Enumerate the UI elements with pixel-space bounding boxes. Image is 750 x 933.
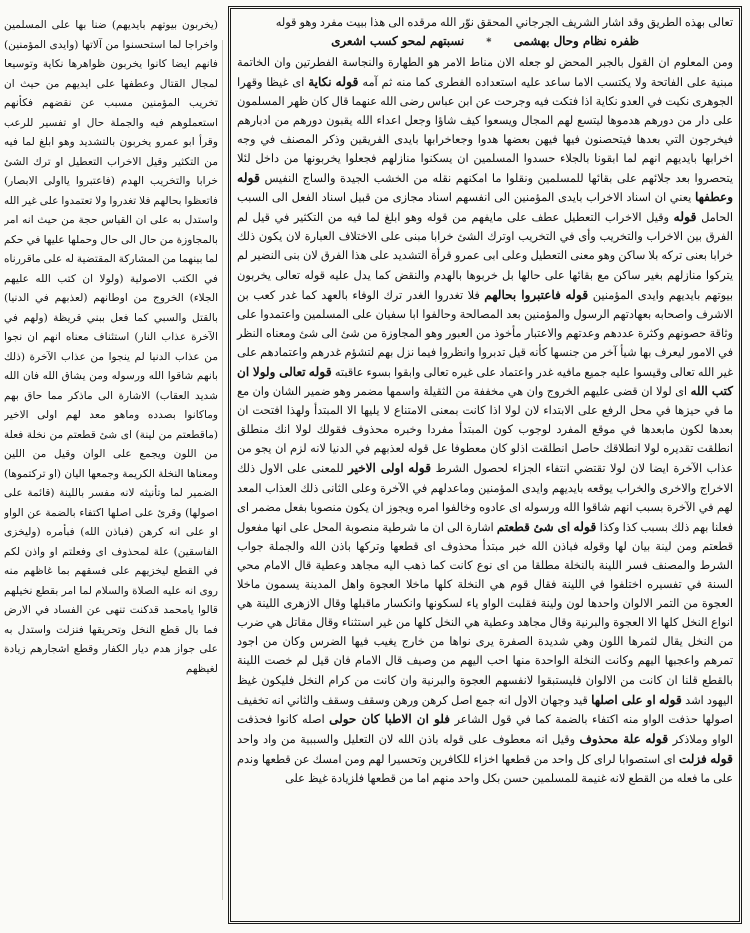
- commentary-paragraph: اى لولا ان قضى عليهم الخروج وان هي مخففة من الثقيلة واسمها مضمر وهو ضمير الشان وان مع ما في حيزها في محل الرفع على الابتداء لان لولا اذا كانت بمعنى الامتناع لا يليها الا المبتدأ ولهذا افتحت ان بعدها لكون مابعدها في موقع المفرد لوجوب كون المبتدأ مفردا وخبره محذوف فقولك لولا انك منطلق انطلقت تقديره لولا انطلاقك حاصل انطلقت اذلو كان معطوفا عل قوله لعذبهم في الدنيا لانه لزم ان يجو من عذاب الآخرة ايضا لان لولا تقتضي انتفاء الجزاء لحصول الشرط: [237, 385, 733, 476]
- quoted-verse: فلو ان الاطبا كان حولى: [329, 711, 450, 726]
- qawluhu-marker: قوله: [710, 750, 734, 766]
- column-divider: [222, 40, 223, 900]
- qawluhu-marker: قوله: [335, 73, 359, 89]
- commentary-paragraph: اى استصوابا لراى كل واحد من قطعها اخزاء للكافرين وتحسيرا لهم ومن امسك عن قطعها وندم على ما فعله من القطع لانه غنيمة للمسلمين حسن بكل واحد منهم اما من قطعها فلزيادة غيظ على: [237, 752, 733, 785]
- margin-gloss: فبأمره: [46, 526, 75, 538]
- qawluhu-marker: قوله: [573, 518, 597, 534]
- verse-first-hemistich: ظفره نظام وحال بهشمى: [513, 34, 639, 49]
- margin-commentary-text: [4, 16, 218, 679]
- margin-commentary: [4, 16, 218, 896]
- commentary-paragraph: يعني ان اسناد الاخراب بايدى المؤمنين الى انفسهم اسناد مجازى من قبيل اسناد الفعل الى السبب الحامل: [237, 191, 733, 225]
- margin-lemma: (او تركتموها): [4, 467, 62, 480]
- qawluhu-marker: قوله: [308, 364, 332, 379]
- main-commentary-text: [237, 53, 733, 789]
- margin-lemma: (يخربون بيوتهم بايديهم): [111, 19, 218, 31]
- commentary-paragraph: اى غيظا وقهرا الجوهرى نكيت في العدو نكاية اذا فتكت فيه وجرحت عن ابن عباس رضى الله عنهما قال كان ظهر المسلمون على دار من دورهم هدموها ليتسع لهم المجال ويسعوا كيف شاؤا وجعل اعداء الله يقبون دورهم من ادبارهم فيخرجون التي بعدها فيتحصنون فيها فيهن بعضها هدوا وجعاخرابها بايدى الفريقين وذكر المصنف في وجه اخرابها بايديهم انهم لما ابقونا بالجلاء حسدوا المسلمين ان يسكنوا منازلهم فجعلوا يخربونها من داخل لئلا يتحصروا بعد جلائهم على بقائها للمسلمين ونقلوا ما امكنهم نقله من الخشب الجيدة والساج النفيس: [237, 75, 734, 186]
- margin-lemma: (ولهم في الآخرة عذاب النار): [4, 311, 218, 343]
- commentary-paragraph: فلا تغدروا الغدر ترك الوفاء بالعهد كما غدر كعب بن الاشرف واصحابه بعهادتهم الرسول والمؤمنين بعد المصالحة وحالفوا ابا سفيان على المسلمين واعتمدوا على وثاقة حصونهم وكثرة عددهم وعدتهم والاعتبار مأخوذ من العبور وهو المجاوزة من شئ الى شئ ومعناه النظر في الامور ليعرف بها شيأ آخر من جنسها كأنه قيل تدبروا وانظروا فيما نزل بهم لتشؤم غدرهم واعتمادهم على غير الله تعالى وقيسوا عليه جميع مافيه غدر واعتماد على غيره تعالى وابقوا بسوء عاقبته: [237, 288, 734, 379]
- commentary-paragraph: للمعنى على الاول ذلك الاخراج والاخرى والخراب يوقعه بايديهم وايدى المؤمنين وماعدلهم في الآخرة وعلى الثانى ذلك العذاب المعد لهم في الآخرة بسبب انهم شاقوا الله ورسوله اى عادوه وخالفوا امره ويجوز ان يكون منصوبا بفعل مضمر اى فعلنا بهم ذلك بسبب كذا وكذا: [237, 462, 733, 534]
- margin-lemma: (وايدى المؤمنين): [4, 38, 79, 51]
- margin-lemma: (ماقطعتم من لينة): [135, 428, 218, 441]
- commentary-paragraph: ومن المعلوم ان القول بالجبر المحض لو جعله الان مناط الامر هو الطهارة والنجاسة الفطرتين وان الخاتمة مبنية على الفاتحة ولا يكتسب الاما ساعد عليه استعداده الفطرى كما منه ثم آمه: [237, 55, 734, 89]
- margin-gloss: الاشارة الى ماذكر مما حاق بهم وماكانوا بصدده وماهو معد لهم اولى الاخير: [4, 389, 218, 421]
- margin-gloss: بالقتل والسبي كما فعل ببني قريظة: [53, 311, 218, 324]
- margin-lemma: (لعذبهم في الدنيا): [4, 292, 88, 304]
- margin-lemma: (فباذن الله): [80, 526, 134, 538]
- qawluhu-marker: قوله: [565, 286, 589, 302]
- margin-gloss: علة لمحذوف اى وفعلتم او واذن لكم في القطع ليخزيهم على فسقهم بما غاظهم منه روى انه عليه الصلاة والسلام لما امر بقطع نخيلهم قالوا يامحمد قدكنت تنهى عن الفساد في الارض فما بال قطع النخل وتحريقها فنزلت واستدل به على جواز هدم ديار الكفار وقطع اشجارهم زيادة لغيظهم: [4, 545, 218, 675]
- qawluhu-marker: قوله: [237, 170, 260, 186]
- margin-gloss: الضمير لما وتأنيثه لانه مفسر باللينة: [59, 487, 218, 499]
- intro-line: تعالى بهذه الطريق وقد اشار الشريف الجرجاني المحقق نوّر الله مرقده الى هذا ببيت مفرد وهو قوله: [275, 16, 733, 29]
- lemma: اولى الاخير: [347, 461, 404, 476]
- lemma: فزلت: [678, 751, 707, 766]
- lemma: تعالى ولولا ان كتب الله: [237, 365, 733, 399]
- margin-gloss: وقرئ على اصلها اكتفاء بالضمة عن الواو او على انه كرهن: [4, 506, 218, 538]
- lemma: علة محذوف: [579, 731, 641, 746]
- margin-gloss: فانهم ايضا كانوا يخربون ظواهرها نكاية وتوسيعا لمجال القتال وعطفها على ايديهم من حيث ان تخريب المؤمنين مسبب عن نقضهم فكأنهم استعملوهم فيه والجملة حال او تفسير للرعب وقرأ ابو عمرو يخربون بالتشديد وهو ابلغ لما فيه من التكثير وقيل الاخراب التعطيل او ترك الشئ خرابا والتخريب الهدم: [4, 58, 218, 187]
- margin-lemma: (ذلك بانهم شاقوا الله ورسوله ومن يشاق الله فان الله شديد العقاب): [4, 350, 218, 402]
- lemma: او على اصلها: [591, 692, 656, 707]
- margin-lemma: (وليخزى الفاسقين): [4, 526, 218, 558]
- verse-line: [237, 32, 733, 52]
- qawluhu-marker: قوله: [673, 209, 697, 225]
- commentary-paragraph: اصله كانوا فحذفت الواو وملاذكر: [237, 712, 734, 746]
- margin-lemma: (فاعتبروا يااولى الابصار): [4, 175, 115, 187]
- qawluhu-marker: قوله: [408, 460, 432, 476]
- margin-gloss: اى شئ قطعتم من نخلة فعلة من اللون ويجمع على الوان وقيل من اللين ومعناها النخلة الكريمة وجمعها اليان: [4, 428, 218, 480]
- margin-gloss: استئناف معناه انهم ان نجوا من عذاب الدنيا لم ينجوا من عذاب الآخرة: [4, 331, 218, 363]
- margin-lemma: (قائمة على اصولها): [4, 487, 218, 519]
- lemma: اى شئ قطعتم: [496, 519, 571, 534]
- main-commentary-frame: [228, 6, 742, 924]
- commentary-paragraph: وقيل انه معطوف على قوله باذن الله لان التعليل والسببية من واد واحد: [237, 732, 575, 746]
- qawluhu-marker: قوله: [658, 691, 682, 707]
- commentary-paragraph: اشارة الى ان ما شرطية منصوبة المحل على انها مفعول قطعتم ومن لينة بيان لها وقوله فباذن الله خبر مبتدأ محذوف اى قطعها وتركها باذن الله والجملة جواب الشرط والمصنف فسر اللينة بالنخلة مطلقا من اى نوع كانت كما ذهب اليه مجاهد وعطية قال الامام محي السنة في تفسيره اختلفوا في اللينة فقال قوم هي النخلة كلها ماخلا العجوة واهل المدينة يسمون ماخلا العجوة من التمر الالوان واحدها لون ولينة فقلبت الواو ياء لسكونها وانكسار ماقبلها وقال الازهرى اللينة هي انواع النخل كلها الا العجوة والبرنية وقال مجاهد وعطية هي النخل كلها من غير استثناء وقال مقاتل هي ضرب من النخل يقال لثمرها اللون وهي شديدة الصفرة يرى نواها من خارج يغيب فيها الضرس وكان من اجود تمرهم واعجبها اليهم وكانت النخلة الواحدة منها احب اليهم من وصيف قال الامام فان قيل لم خصت اللينة بالقطع قلنا ان كانت من الالوان فليستبقوا لانفسهم العجوة والبرنية وان كانت من كرام النخل فليكون غيظ اليهود اشد: [237, 520, 733, 707]
- lemma: فاعتبروا بحالهم: [484, 287, 561, 302]
- commentary-paragraph: قيد وجهان الاول انه جمع اصل كرهن ورهن وسقف وسقف والثاني انه تخفيف اصولها حذفت الواو منه اكتفاء بالضمة كما في قول الشاعر: [237, 693, 733, 726]
- commentary-paragraph: وقيل الاخراب التعطيل عطف على مايفهم من قوله وهو ابلغ لما فيه من التكثير في قيل لم الفرق بين الاخراب والتخريب وأى في التخريب اوترك الشئ خرابا مبنى على الاختلاف العبارة لان يكون ذلك خرابا بعنى تركه بلا ساكن وهو معنى التعطيل وعلى ابى عمرو قرأة التشديد على هذا الفرق لان بنى النضير لم يتركوا منازلهم بغير ساكن مع بقائها على حالها بل خربوها بالهدم والنقض كما يدل عليه قوله تعالى يخربون بيوتهم بايديهم وايدى المؤمنين: [237, 211, 734, 302]
- margin-gloss: فاتعظوا بحالهم فلا تغدروا ولا تعتمدوا على غير الله واستدل به على ان القياس حجة من حيث انه امر بالمجاوزة من حال الى حال وحملها عليها في حكم لما بينهما من المشاركة المقتضية له على ماقررناه في الكتب الاصولية: [4, 194, 218, 285]
- lemma: وعطفها: [694, 190, 733, 205]
- qawluhu-marker: قوله: [645, 730, 669, 746]
- verse-star: *: [486, 37, 492, 49]
- margin-gloss: ضنا بها على المسلمين واخراجا لما استحسنوا من آلاتها: [4, 19, 218, 51]
- margin-lemma: (ولولا ان كتب الله عليهم الجلاء): [4, 272, 218, 304]
- margin-gloss: الخروج من اوطانهم: [93, 292, 184, 304]
- lemma: نكاية: [308, 74, 332, 89]
- verse-second-hemistich: نسبتهم لمحو كسب اشعرى: [331, 34, 465, 49]
